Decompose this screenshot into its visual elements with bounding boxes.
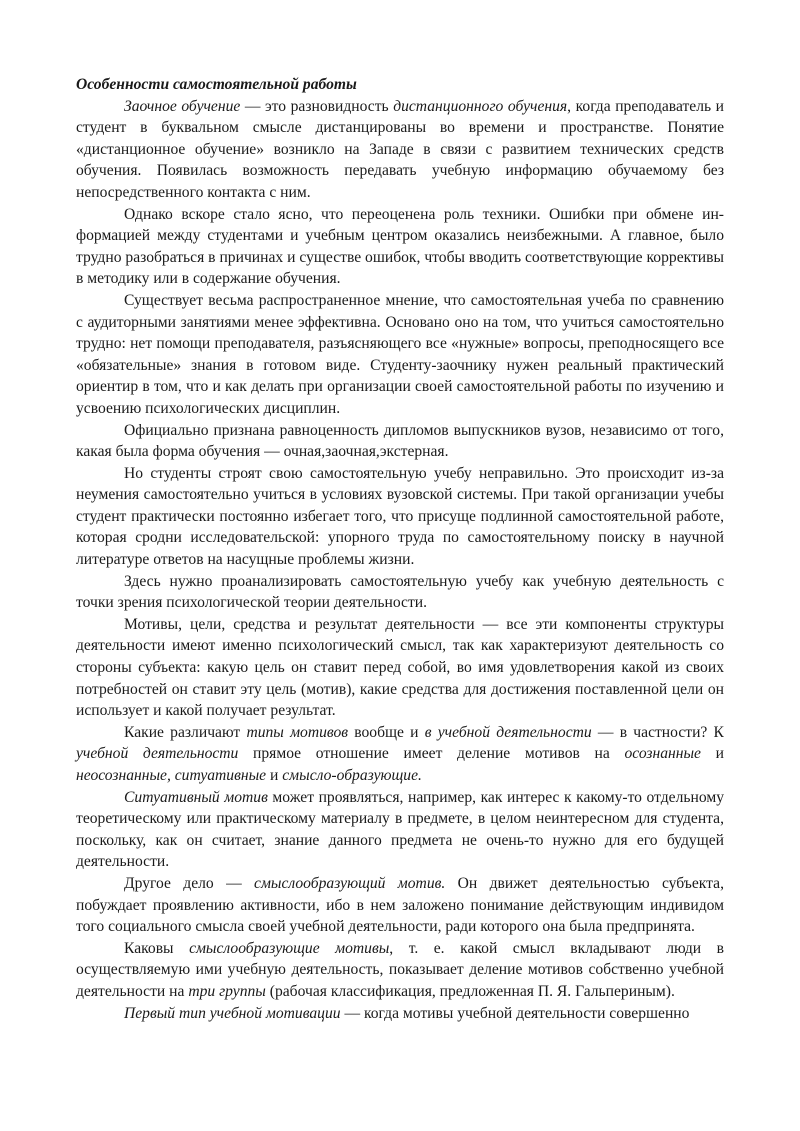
- text-run: Другое дело —: [124, 874, 255, 892]
- paragraph: [76, 96, 724, 204]
- text-run: — когда мотивы учебной деятельности совершенно: [340, 1004, 690, 1022]
- document-title: Особенности самостоятельной работы: [76, 76, 357, 93]
- text-run: Существует весьма распространенное мнение, что самостоятельная учеба по сравнению с аудиторными занятиями менее эффективна. Основано оно на том, что учиться самостоятельно трудно: нет помощи преподавателя, разъясняющего все «нужные» вопросы, преподносящего все «обязательные» знания в готовом виде. Студенту-заочнику нужен реальный практический ориентир в том, что и как делать при организации своей самостоятельной работы по изучению и усвоению психологических дисциплин.: [76, 291, 724, 417]
- text-run: Он движет деятельностью субъекта, побуждает проявлению активности, ибо в нем заложено понимание действующим индивидом того социального смысла своей учебной деятельности, ради которого она была предпринята.: [76, 874, 724, 936]
- paragraph: [76, 463, 724, 571]
- text-run: и: [266, 767, 283, 784]
- text-run: — в частности? К: [591, 723, 724, 741]
- paragraph: [76, 1003, 724, 1025]
- text-run: — это разновидность: [240, 97, 394, 115]
- emphasized-text: учебной деятельности: [76, 745, 239, 763]
- text-run: может проявляться, например, как интерес к какому-то отдельному теоретическому или практическому материалу в предмете, в целом неинтересном для студента, поскольку, как он считает, знание данного предмета не очень-то нужно для его будущей деятельности.: [76, 788, 724, 871]
- text-run: вообще и: [348, 723, 425, 741]
- emphasized-text: в учебной деятельности: [424, 723, 592, 741]
- text-run: Но студенты строят свою самостоятельную учебу неправильно. Это происходит из-за неумения самостоятельно учиться в условиях вузовской системы. При такой организации учебы студент практически постоянно избегает того, что присуще подлинной самостоятельной работе, которая сродни исследовательской: упорного труда по самостоятельному поиску в научной литературе ответов на насущные проблемы жизни.: [76, 464, 724, 569]
- emphasized-text: смыслообразующие мотивы: [189, 939, 390, 957]
- paragraph: [76, 290, 724, 420]
- text-run: Здесь нужно проанализировать самостоятельную учебу как учебную деятельность с точки зрения психологической теории деятельности.: [76, 572, 724, 612]
- emphasized-text: Первый тип учебной мотивации: [124, 1004, 341, 1022]
- emphasized-text: дистанционного обучения: [393, 97, 568, 115]
- paragraph: [76, 204, 724, 290]
- text-run: , когда преподаватель и студент в буквальном смысле дистанцированы во времени и пространстве. Понятие «дистанционное обучение» возникло на Западе в связи с развитием технических средств обучения. Появилась возможность передавать учебную информацию обучаемому без непосредственного контакта с ним.: [76, 97, 724, 201]
- emphasized-text: неосознанные, ситуативные: [76, 767, 267, 784]
- emphasized-text: три группы: [188, 982, 266, 1000]
- emphasized-text: осознанные: [624, 745, 701, 763]
- text-run: , т. е. какой смысл вкладывают люди в осуществляемую ими учебную деятельность, показывает деление мотивов собственно учебной деятельности на: [76, 939, 725, 1000]
- emphasized-text: Ситуативный мотив: [124, 788, 268, 806]
- text-run: Однако вскоре стало ясно, что переоценена роль техники. Ошибки при обмене информацией между студентами и учебным центром оказались неизбежными. А главное, было трудно разобраться в причинах и существе ошибок, чтобы вводить соответствующие коррективы в методику или в содержание обучения.: [76, 205, 724, 288]
- emphasized-text: типы мотивов: [246, 723, 349, 741]
- emphasized-text: смысло-образующие.: [282, 767, 422, 784]
- text-run: прямое отношение имеет деление мотивов на: [238, 745, 625, 763]
- paragraph: [76, 787, 724, 873]
- document-page: [76, 74, 724, 1024]
- document-body: [76, 96, 724, 1025]
- emphasized-text: смыслообразующий мотив.: [254, 874, 446, 892]
- text-run: Официально признана равноценность дипломов выпускников вузов, независимо от того, какая была форма обучения — очная,заочная,экстерная.: [76, 421, 724, 461]
- text-run: Каковы: [124, 939, 190, 957]
- paragraph: [76, 571, 724, 614]
- text-run: Мотивы, цели, средства и результат деятельности — все эти компоненты структуры деятельности имеют именно психологический смысл, так как характеризуют деятельность со стороны субъекта: какую цель он ставит перед собой, во имя удовлетворения какой из своих потребностей он ставит эту цель (мотив), какие средства для достижения поставленной цели он использует и какой получает результат.: [76, 615, 724, 720]
- paragraph: [76, 938, 724, 1003]
- text-run: Какие различают: [124, 723, 247, 741]
- emphasized-text: Заочное обучение: [124, 97, 241, 115]
- paragraph: [76, 873, 724, 938]
- text-run: (рабочая классификация, предложенная П. Я. Гальпериным).: [265, 982, 675, 1000]
- paragraph: [76, 420, 724, 463]
- paragraph: [76, 614, 724, 722]
- paragraph: [76, 722, 724, 787]
- text-run: и: [700, 745, 724, 763]
